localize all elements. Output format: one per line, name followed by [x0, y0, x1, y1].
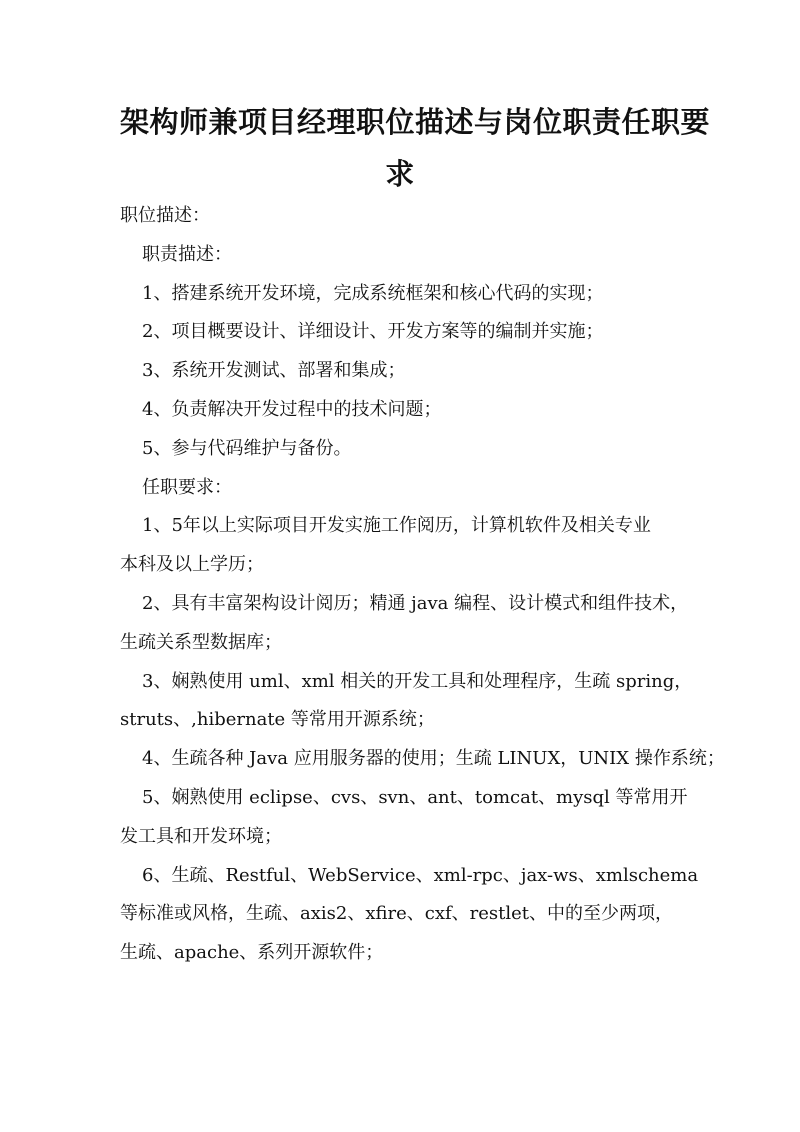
- document-body: [120, 197, 725, 973]
- title-line-2: 求: [385, 157, 415, 191]
- requirement-item-6-line-2: 等标准或风格，生疏、axis2、xfire、cxf、restlet、中的至少两项，: [120, 903, 674, 925]
- requirement-item-4-line-1: 4、生疏各种 Java 应用服务器的使用；生疏 LINUX，UNIX 操作系统；: [142, 748, 725, 770]
- requirement-item-1-line-2: 本科及以上学历；: [120, 554, 264, 576]
- document-title: [120, 96, 711, 200]
- requirement-item-6-line-1: 6、生疏、Restful、WebService、xml-rpc、jax-ws、xmlschema: [142, 864, 699, 886]
- requirement-item-5-line-1: 5、娴熟使用 eclipse、cvs、svn、ant、tomcat、mysql 等常用开: [142, 786, 688, 808]
- requirement-item-2-line-1: 2、具有丰富架构设计阅历；精通 java 编程、设计模式和组件技术，: [142, 592, 689, 614]
- duty-item-2: 2、项目概要设计、详细设计、开发方案等的编制并实施；: [142, 321, 604, 343]
- requirement-item-6-line-3: 生疏、apache、系列开源软件；: [120, 942, 384, 964]
- title-line-1: 架构师兼项目经理职位描述与岗位职责任职要: [120, 105, 711, 139]
- duty-item-4: 4、负责解决开发过程中的技术问题；: [142, 398, 442, 420]
- requirement-item-3-line-1: 3、娴熟使用 uml、xml 相关的开发工具和处理程序，生疏 spring，: [142, 670, 693, 692]
- duties-heading: 职责描述：: [142, 243, 232, 265]
- requirement-item-3-line-2: struts、,hibernate 等常用开源系统；: [120, 709, 435, 731]
- section-heading: 职位描述：: [120, 205, 210, 226]
- requirement-item-2-line-2: 生疏关系型数据库；: [120, 631, 282, 653]
- requirement-item-5-line-2: 发工具和开发环境；: [120, 825, 282, 847]
- requirement-item-1-line-1: 1、5年以上实际项目开发实施工作阅历，计算机软件及相关专业: [142, 515, 651, 537]
- duty-item-3: 3、系统开发测试、部署和集成；: [142, 360, 406, 382]
- duty-item-5: 5、参与代码维护与备份。: [142, 437, 352, 459]
- duty-item-1: 1、搭建系统开发环境，完成系统框架和核心代码的实现；: [142, 282, 604, 304]
- requirements-heading: 任职要求：: [142, 476, 232, 498]
